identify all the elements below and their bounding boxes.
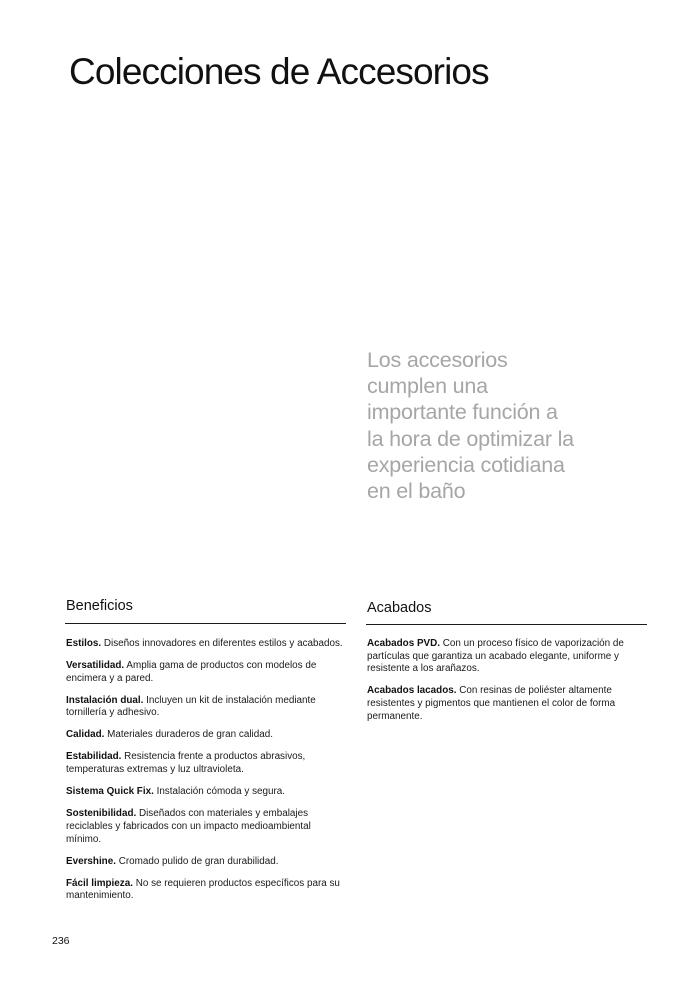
beneficio-lead: Versatilidad. [66,660,125,671]
beneficio-item [66,786,346,799]
beneficio-text: Amplia gama de productos con modelos de encimera y a pared. [66,660,317,684]
beneficio-item [66,808,346,846]
beneficio-lead: Estilos. [66,638,102,649]
acabados-list [367,638,647,724]
intro-line: Los accesorios [367,348,508,372]
intro-line: en el baño [367,479,466,504]
intro-line: la hora de optimizar la [367,426,574,451]
acabados-section [367,598,647,733]
beneficio-item [66,638,346,651]
beneficio-lead: Instalación dual. [66,694,144,706]
beneficios-heading: Beneficios [65,596,346,624]
beneficio-lead: Fácil limpieza. [66,877,133,889]
page-title: Colecciones de Accesorios [69,51,489,92]
acabado-item [367,638,647,676]
acabados-heading: Acabados [366,598,647,625]
beneficio-text: Diseños innovadores en diferentes estilos y acabados. [101,638,343,649]
beneficio-item [66,729,346,742]
beneficios-section [66,596,346,912]
intro-quote [367,347,667,504]
beneficio-item [66,695,346,720]
page-number: 236 [52,935,70,947]
beneficio-lead: Evershine. [66,855,116,867]
intro-line: importante función a [367,400,558,425]
beneficio-text: No se requieren productos específicos para su mantenimiento. [66,877,340,902]
acabado-text: Con un proceso físico de vaporización de partículas que garantiza un acabado elegante, uniforme y resistente a los arañazos. [367,638,624,675]
beneficio-item [66,660,346,685]
acabado-lead: Acabados PVD. [367,638,440,649]
acabado-text: Con resinas de poliéster altamente resistentes y pigmentos que mantienen el color de forma permanente. [367,685,616,722]
intro-line: experiencia cotidiana [367,452,565,477]
acabado-lead: Acabados lacados. [367,685,457,697]
beneficio-lead: Calidad. [66,729,105,741]
beneficio-text: Cromado pulido de gran durabilidad. [115,855,279,867]
beneficio-item [66,856,346,869]
beneficio-text: Diseñados con materiales y embalajes reciclables y fabricados con un impacto medioambiental mínimo. [66,808,311,845]
beneficio-text: Instalación cómoda y segura. [153,786,286,798]
beneficio-text: Incluyen un kit de instalación mediante tornillería y adhesivo. [66,694,316,719]
beneficios-list [66,638,346,903]
beneficio-lead: Sistema Quick Fix. [66,786,154,798]
acabado-item [367,685,647,723]
beneficio-item [66,751,346,776]
intro-line: cumplen una [367,374,488,399]
beneficio-text: Resistencia frente a productos abrasivos, temperaturas extremas y luz ultravioleta. [66,751,306,776]
beneficio-lead: Estabilidad. [66,751,122,763]
beneficio-text: Materiales duraderos de gran calidad. [104,729,273,741]
beneficio-item [66,878,346,903]
beneficio-lead: Sostenibilidad. [66,808,137,820]
